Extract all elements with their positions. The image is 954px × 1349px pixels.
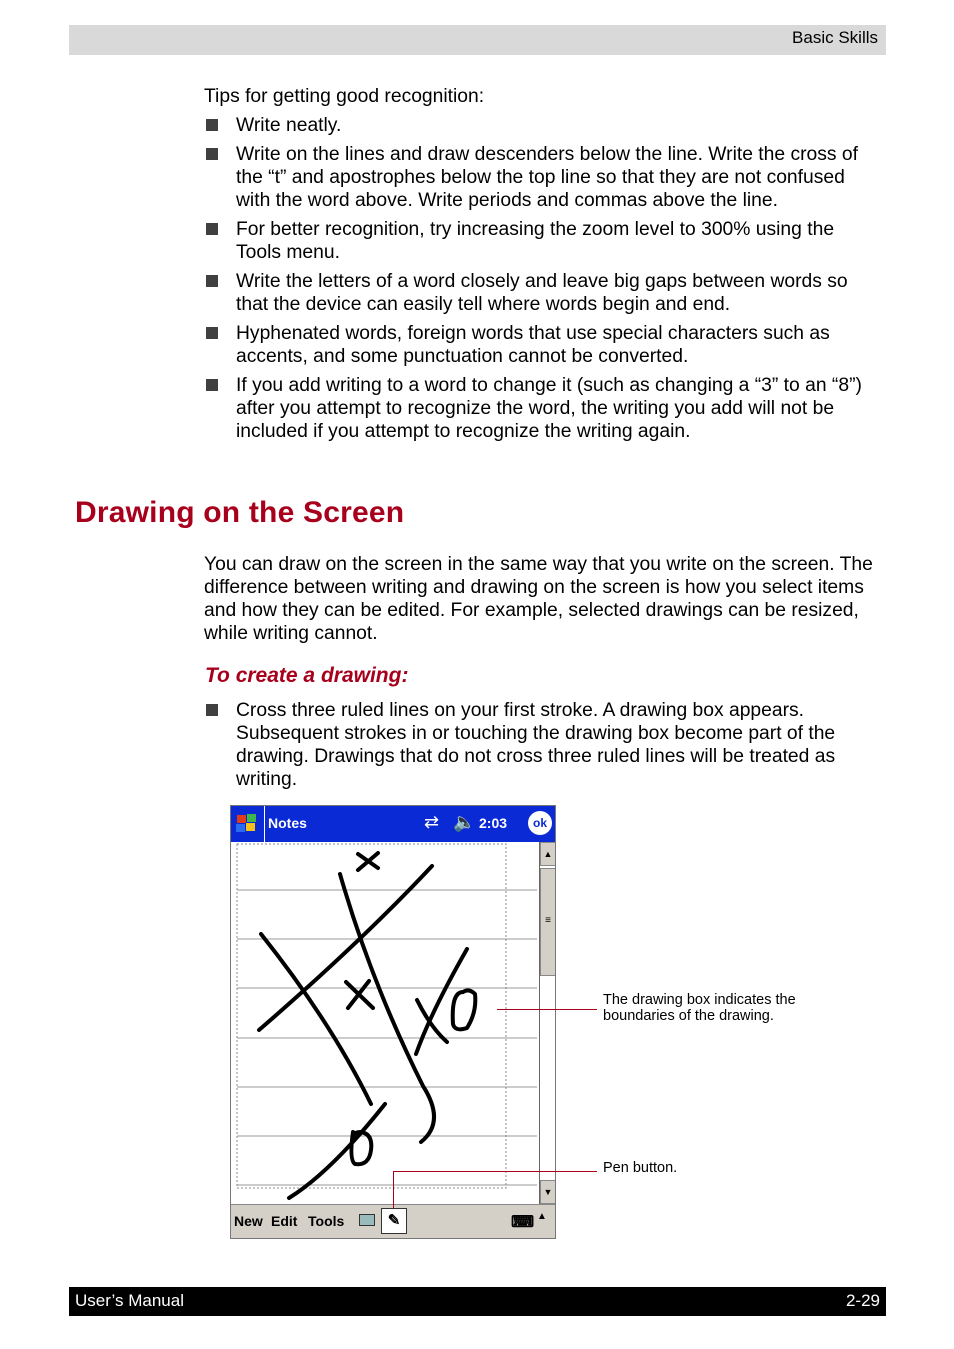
list-item: If you add writing to a word to change it (such as changing a “3” to an “8”) after you attempt to recognize the word, the writing you add will not be included if you attempt to recognize the writing again. (204, 374, 880, 443)
scroll-up-icon[interactable]: ▲ (540, 842, 556, 866)
sync-icon[interactable]: ⇄ (424, 812, 440, 832)
page-footer (69, 1287, 886, 1316)
list-item: Write the letters of a word closely and leave big gaps between words so that the device can easily tell where words begin and end. (204, 270, 880, 316)
pen-button[interactable]: ✎ (381, 1208, 407, 1234)
drawing-box-leader-line (497, 1009, 597, 1010)
input-panel-arrow-icon[interactable]: ▲ (537, 1211, 547, 1222)
title-bar (231, 806, 555, 842)
menu-tools[interactable]: Tools (308, 1213, 345, 1229)
section-title: Drawing on the Screen (75, 496, 405, 529)
bullet-square-icon (206, 275, 218, 287)
steps-list (204, 699, 880, 791)
menu-bar (231, 1204, 555, 1239)
footer-manual-title: User’s Manual (75, 1291, 184, 1310)
procedure-title: To create a drawing: (205, 664, 409, 687)
bullet-square-icon (206, 704, 218, 716)
bullet-square-icon (206, 119, 218, 131)
drawing-box-callout: The drawing box indicates the boundaries of the drawing. (603, 992, 796, 1024)
drawing-canvas[interactable] (231, 842, 539, 1204)
list-item: Cross three ruled lines on your first stroke. A drawing box appears. Subsequent strokes in or touching the drawing box become part of the drawing. Drawings that do not cross three ruled lines will be treated as writing. (204, 699, 880, 791)
list-item: For better recognition, try increasing the zoom level to 300% using the Tools menu. (204, 218, 880, 264)
keyboard-icon[interactable]: ⌨ (511, 1214, 535, 1231)
list-item: Write neatly. (204, 114, 880, 137)
pen-button-leader-line-vertical (393, 1171, 394, 1208)
scroll-down-icon[interactable]: ▼ (540, 1180, 556, 1204)
clock[interactable]: 2:03 (479, 815, 508, 831)
menu-edit[interactable]: Edit (271, 1213, 298, 1229)
list-item: Write on the lines and draw descenders below the line. Write the cross of the “t” and apostrophes below the top line so that they are not confused with the word above. Write periods and commas above the line. (204, 143, 880, 212)
volume-icon[interactable]: 🔈 (453, 812, 476, 832)
app-title: Notes (268, 815, 307, 831)
scroll-thumb[interactable]: ≡ (540, 868, 556, 976)
recording-icon[interactable] (359, 1214, 375, 1226)
pen-button-leader-line (393, 1171, 597, 1172)
bullet-square-icon (206, 379, 218, 391)
vertical-scrollbar[interactable] (539, 842, 556, 1204)
tips-intro: Tips for getting good recognition: (204, 86, 485, 107)
sketch-strokes (259, 853, 475, 1198)
page-number: 2-29 (845, 1291, 880, 1310)
header-section-label: Basic Skills (792, 28, 878, 47)
pen-button-callout: Pen button. (603, 1160, 678, 1176)
menu-new[interactable]: New (234, 1213, 263, 1229)
bullet-square-icon (206, 148, 218, 160)
list-item: Hyphenated words, foreign words that use special characters such as accents, and some punctuation cannot be converted. (204, 322, 880, 368)
bullet-square-icon (206, 327, 218, 339)
ok-button[interactable]: ok (528, 811, 552, 835)
tips-list (204, 114, 880, 443)
section-paragraph: You can draw on the screen in the same way that you write on the screen. The difference between writing and drawing on the screen is how you select items and how they can be edited. For example, selected drawings can be resized, while writing cannot. (204, 554, 873, 644)
bullet-square-icon (206, 223, 218, 235)
page-header (69, 25, 886, 55)
start-flag-icon[interactable] (231, 806, 265, 842)
